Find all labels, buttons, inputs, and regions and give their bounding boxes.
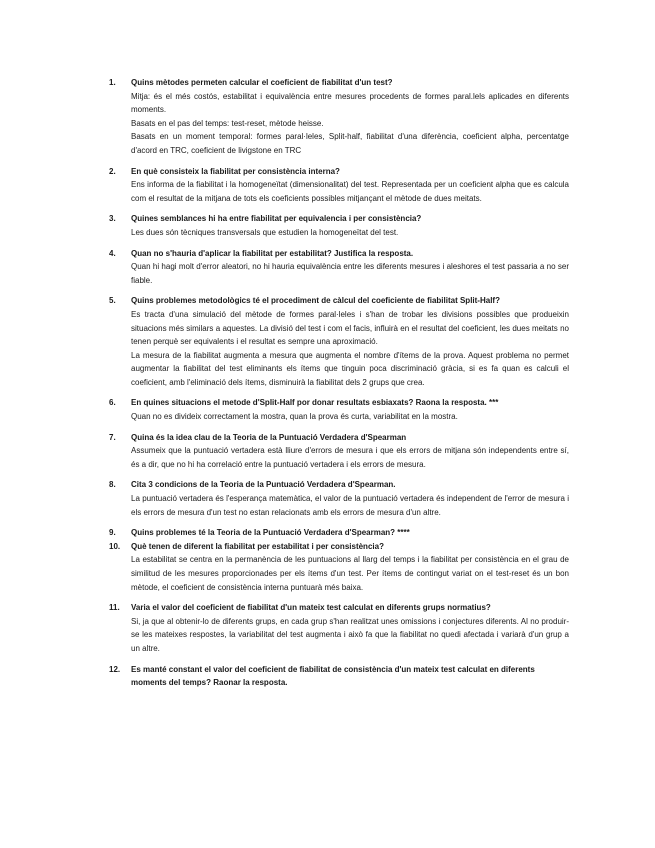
question-text: Què tenen de diferent la fiabilitat per estabilitat i per consistència? — [131, 541, 384, 551]
answer-block — [131, 260, 569, 287]
answer-block — [131, 553, 569, 594]
answer-paragraph: Mitja: és el més costós, estabilitat i equivalència entre mesures procedents de formes paral.lels aplicades en diferents moments. — [131, 91, 569, 115]
answer-block — [131, 444, 569, 471]
question-number: 10. — [109, 541, 121, 551]
question-text: En què consisteix la fiabilitat per consistència interna? — [131, 166, 340, 176]
answer-paragraph: Basats en un moment temporal: formes paral·leles, Split-half, fiabilitat d'una diferència, coeficient alpha, percentatge d'acord en TRC, coeficient de livigstone en TRC — [131, 132, 569, 155]
question-number: 1. — [109, 78, 116, 87]
question-item — [109, 212, 569, 239]
question-number: 7. — [109, 432, 116, 442]
question-text: Quins problemes metodològics té el procediment de càlcul del coeficiente de fiabilitat Split-Half? — [131, 296, 500, 306]
question-text: Es manté constant el valor del coeficient de fiabilitat de consistència d'un mateix test calculat en diferents moments del temps? Raonar la resposta. — [131, 664, 535, 688]
question-item — [109, 601, 569, 655]
question-number: 12. — [109, 664, 121, 674]
question-item — [109, 526, 569, 540]
question-number: 2. — [109, 166, 116, 176]
question-item — [109, 396, 569, 423]
question-number: 6. — [109, 398, 116, 408]
question-number: 5. — [109, 296, 116, 306]
question-number: 4. — [109, 248, 116, 258]
answer-paragraph: Quan hi hagi molt d'error aleatori, no hi hauria equivalència entre les diferents mesures i aleshores el test passaria a no ser fiable. — [131, 262, 569, 285]
question-number: 8. — [109, 480, 116, 490]
answer-block — [131, 90, 569, 158]
answer-paragraph: Assumeix que la puntuació vertadera està lliure d'errors de mesura i que els errors de mitjana són independents entre sí, és a dir, que no hi ha correlació entre la puntuació vertadera i els errors de mesura. — [131, 446, 569, 469]
question-text: Quines semblances hi ha entre fiabilitat per equivalencia i per consistència? — [131, 214, 422, 224]
question-item — [109, 478, 569, 519]
answer-block — [131, 178, 569, 205]
answer-block — [131, 308, 569, 390]
question-item — [109, 294, 569, 389]
answer-paragraph: Basats en el pas del temps: test-reset, mètode heisse. — [131, 118, 324, 128]
question-item — [109, 540, 569, 594]
answer-paragraph: Es tracta d'una simulació del mètode de formes paral·leles i s'han de trobar les divisions possibles que produeixin situacions més similars a aquestes. La divisió del test i com el facis, influirà en el resultat del coeficient, les dues meitats no tenen perquè ser equivalents i el resultat es sempre una aproximació. — [131, 309, 569, 347]
question-list — [109, 76, 569, 690]
answer-paragraph: Quan no es divideix correctament la mostra, quan la prova és curta, variabilitat en la mostra. — [131, 412, 458, 422]
question-item — [109, 76, 569, 158]
answer-block — [131, 615, 569, 656]
answer-paragraph: Les dues són tècniques transversals que estudien la homogeneïtat del test. — [131, 227, 399, 237]
answer-block — [131, 226, 569, 240]
answer-block — [131, 492, 569, 519]
question-number: 11. — [109, 603, 120, 613]
question-item — [109, 663, 569, 690]
question-item — [109, 165, 569, 206]
question-text: Quins problemes té la Teoria de la Puntuació Verdadera d'Spearman? **** — [131, 528, 410, 538]
question-text: Quina és la idea clau de la Teoria de la Puntuació Verdadera d'Spearman — [131, 432, 407, 442]
question-number: 9. — [109, 528, 116, 538]
question-item — [109, 431, 569, 472]
question-text: Quins mètodes permeten calcular el coeficient de fiabilitat d'un test? — [131, 78, 393, 87]
answer-block — [131, 410, 569, 424]
question-text: Quan no s'hauria d'aplicar la fiabilitat per estabilitat? Justifica la resposta. — [131, 248, 414, 258]
answer-paragraph: Si, ja que al obtenir-lo de diferents grups, en cada grup s'han realitzat unes omissions i conjectures diferents. Al no produir-se les mateixes respostes, la variabilitat del test augmenta i això fa que la fiabilitat no quedi afectada i variarà d'un grup a un altre. — [131, 616, 569, 653]
answer-paragraph: Ens informa de la fiabilitat i la homogeneïtat (dimensionalitat) del test. Representada per un coeficient alpha que es calcula com el resultat de la mitjana de tots els coeficients possibles mitjançant el mètode de dues meitats. — [131, 180, 569, 203]
question-text: Cita 3 condicions de la Teoria de la Puntuació Verdadera d'Spearman. — [131, 480, 396, 490]
answer-paragraph: La estabilitat se centra en la permanència de les puntuacions al llarg del temps i la fiabilitat per consistència en el grau de similitud de les mesures proporcionades per els ítems d'un test. Per ítems de contingut variat on el test-reset és un bon mètode, el coeficient de consistència interna puntuarà més baixa. — [131, 555, 569, 592]
question-number: 3. — [109, 214, 116, 224]
question-text: En quines situacions el metode d'Split-Half por donar resultats esbiaxats? Raona la resposta. *** — [131, 398, 499, 408]
answer-paragraph: La puntuació vertadera és l'esperança matemàtica, el valor de la puntuació vertadera és independent de l'error de mesura i els errors de mesura d'un test no estan relacionats amb els errors de mesura d'un altre. — [131, 494, 569, 517]
answer-paragraph: La mesura de la fiabilitat augmenta a mesura que augmenta el nombre d'ítems de la prova. Aquest problema no permet augmentar la fiabilitat del test eliminants els ítems que tinguin poca discriminació gràcia, si es fa quan es calculi el coeficient, amb l'eliminació dels ítems, disminuirà la fiabilitat dels 2 grups que crea. — [131, 350, 569, 387]
question-item — [109, 247, 569, 288]
question-text: Varia el valor del coeficient de fiabilitat d'un mateix test calculat en diferents grups normatius? — [131, 603, 491, 613]
